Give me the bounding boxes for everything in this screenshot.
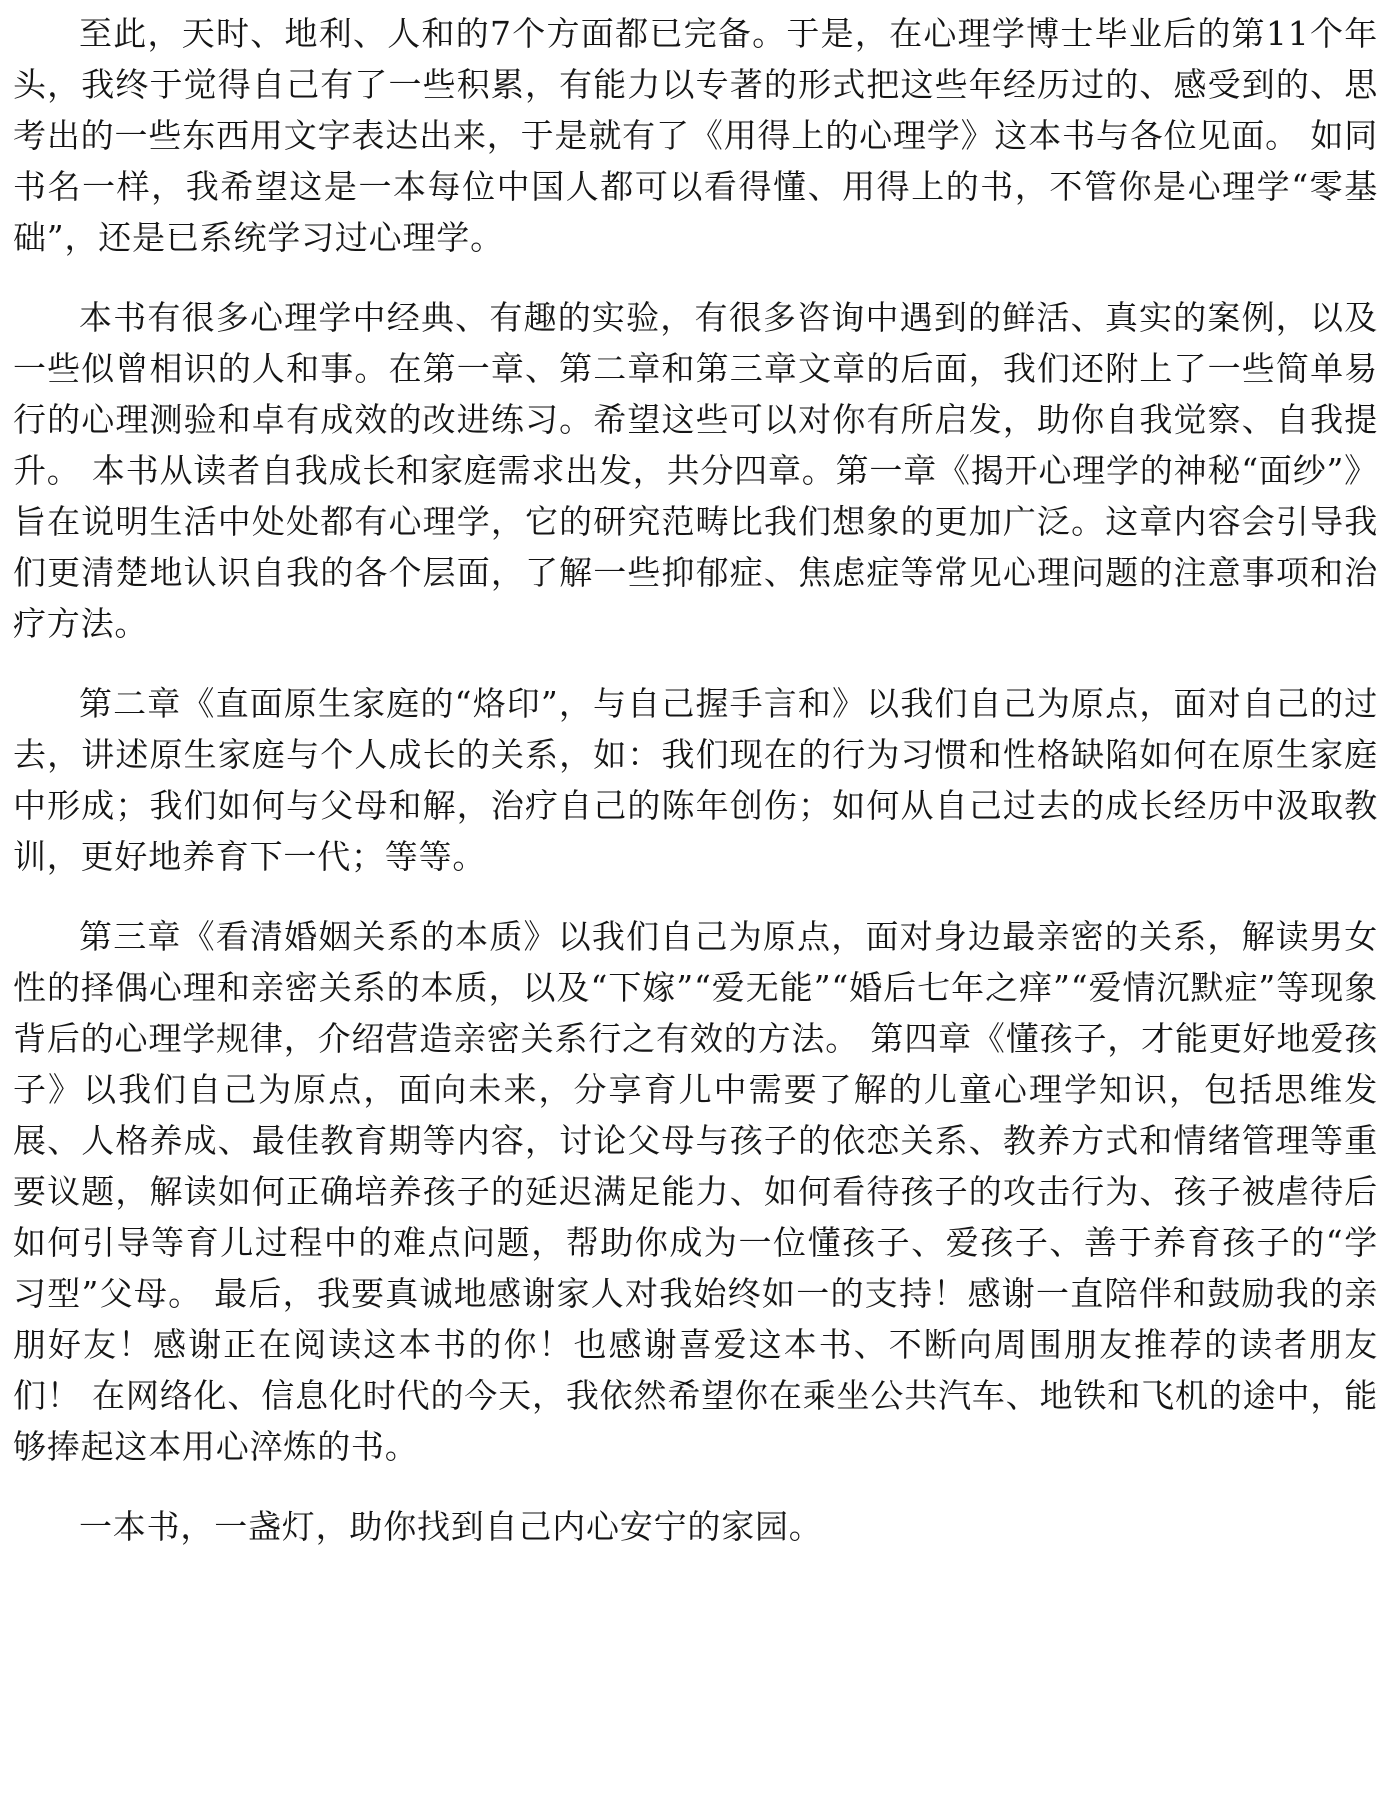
document-body — [13, 8, 1378, 1552]
paragraph-5: 一本书，一盏灯，助你找到自己内心安宁的家园。 — [79, 1507, 823, 1546]
paragraph-3: 第二章《直面原生家庭的“烙印”，与自己握手言和》以我们自己为原点，面对自己的过去，讲述原生家庭与个人成长的关系，如：我们现在的行为习惯和性格缺陷如何在原生家庭中形成；我们如何与父母和解，治疗自己的陈年创伤；如何从自己过去的成长经历中汲取教训，更好地养育下一代；等等。 — [13, 684, 1378, 876]
paragraph-4: 第三章《看清婚姻关系的本质》以我们自己为原点，面对身边最亲密的关系，解读男女性的择偶心理和亲密关系的本质，以及“下嫁”“爱无能”“婚后七年之痒”“爱情沉默症”等现象背后的心理学规律，介绍营造亲密关系行之有效的方法。 第四章《懂孩子，才能更好地爱孩子》以我们自己为原点，面向未来，分享育儿中需要了解的儿童心理学知识，包括思维发展、人格养成、最佳教育期等内容，讨论父母与孩子的依恋关系、教养方式和情绪管理等重要议题，解读如何正确培养孩子的延迟满足能力、如何看待孩子的攻击行为、孩子被虐待后如何引导等育儿过程中的难点问题，帮助你成为一位懂孩子、爱孩子、善于养育孩子的“学习型”父母。 最后，我要真诚地感谢家人对我始终如一的支持！感谢一直陪伴和鼓励我的亲朋好友！感谢正在阅读这本书的你！也感谢喜爱这本书、不断向周围朋友推荐的读者朋友们！ 在网络化、信息化时代的今天，我依然希望你在乘坐公共汽车、地铁和飞机的途中，能够捧起这本用心淬炼的书。 — [13, 917, 1378, 1466]
paragraph-2: 本书有很多心理学中经典、有趣的实验，有很多咨询中遇到的鲜活、真实的案例，以及一些似曾相识的人和事。在第一章、第二章和第三章文章的后面，我们还附上了一些简单易行的心理测验和卓有成效的改进练习。希望这些可以对你有所启发，助你自我觉察、自我提升。 本书从读者自我成长和家庭需求出发，共分四章。第一章《揭开心理学的神秘“面纱”》旨在说明生活中处处都有心理学，它的研究范畴比我们想象的更加广泛。这章内容会引导我们更清楚地认识自我的各个层面，了解一些抑郁症、焦虑症等常见心理问题的注意事项和治疗方法。 — [13, 298, 1378, 643]
paragraph-1: 至此，天时、地利、人和的7个方面都已完备。于是，在心理学博士毕业后的第11个年头，我终于觉得自己有了一些积累，有能力以专著的形式把这些年经历过的、感受到的、思考出的一些东西用文字表达出来，于是就有了《用得上的心理学》这本书与各位见面。 如同书名一样，我希望这是一本每位中国人都可以看得懂、用得上的书，不管你是心理学“零基础”，还是已系统学习过心理学。 — [13, 14, 1378, 257]
